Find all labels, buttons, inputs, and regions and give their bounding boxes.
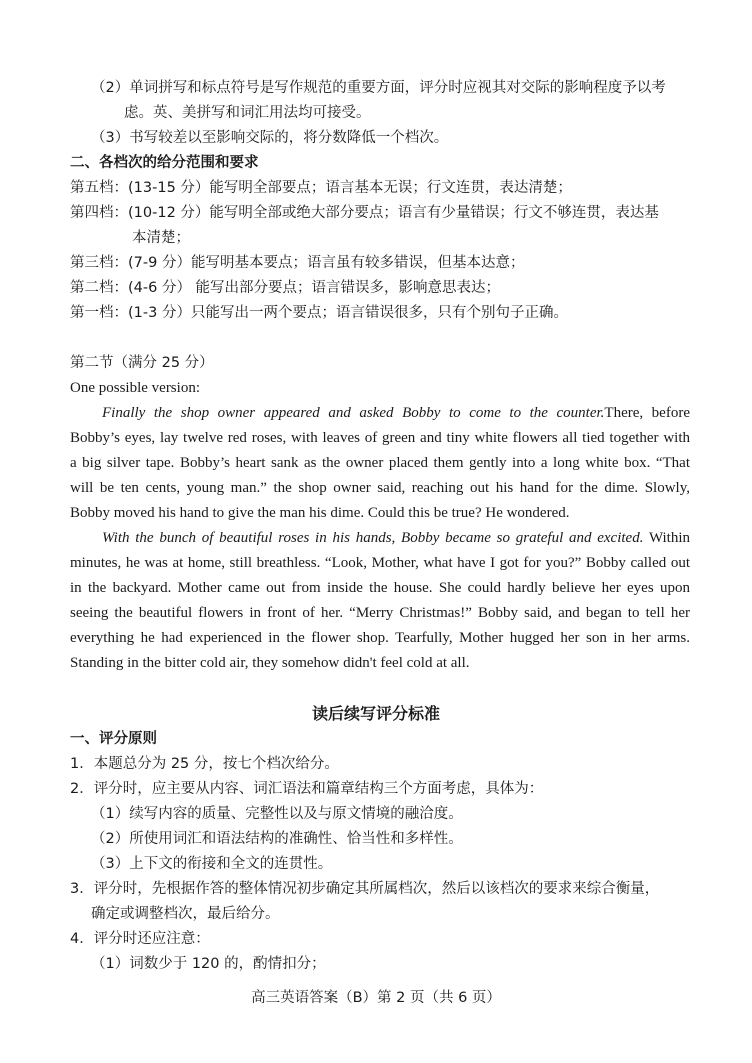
principle-2-item-3: （3）上下文的衔接和全文的连贯性。 [91,856,333,872]
tier-2: 第二档：(4-6 分） 能写出部分要点；语言错误多，影响意思表达； [70,280,501,296]
principle-4-item-1: （1）词数少于 120 的，酌情扣分； [91,956,326,972]
essay-p2-line: everything he had experienced in the flower shop. Tearfully, Mother hugged her son in her arms. [70,630,690,646]
essay-p2-line1 [70,528,690,548]
rubric-item-2-line1: （2）单词拼写和标点符号是写作规范的重要方面，评分时应视其对交际的影响程度予以考 [91,80,666,96]
principle-3-line1: 3．评分时，先根据作答的整体情况初步确定其所属档次，然后以该档次的要求来综合衡量， [70,881,660,897]
essay-p1-given-sentence: Finally the shop owner appeared and asked Bobby to come to the counter. [102,405,605,421]
section-2-title: 第二节（满分 25 分） [70,355,214,371]
page-footer: 高三英语答案（B）第 2 页（共 6 页） [251,990,501,1006]
principle-4: 4．评分时还应注意： [70,931,210,947]
essay-p1-line1 [70,403,690,423]
essay-p2-line: in the backyard. Mother came out from inside the house. She could hardly believe her eyes upon [70,580,690,596]
principle-2: 2．评分时，应主要从内容、词汇语法和篇章结构三个方面考虑，具体为： [70,781,544,797]
principle-2-item-1: （1）续写内容的质量、完整性以及与原文情境的融洽度。 [91,806,463,822]
principles-heading: 一、评分原则 [70,731,157,747]
principle-3-line2: 确定或调整档次，最后给分。 [91,906,280,922]
tier-heading: 二、各档次的给分范围和要求 [70,155,259,171]
principle-2-item-2: （2）所使用词汇和语法结构的准确性、恰当性和多样性。 [91,831,463,847]
essay-p2-first-words: Within [648,530,691,546]
rubric-item-2-line2: 虑。英、美拼写和词汇用法均可接受。 [124,105,371,121]
essay-p2-line: seeing the beautiful flowers in front of her. “Merry Christmas!” Bobby said, and began to tell her [70,605,690,621]
principle-1: 1．本题总分为 25 分，按七个档次给分。 [70,756,339,772]
essay-p1-line: Bobby’s eyes, lay twelve red roses, with leaves of green and tiny white flowers all tied together with [70,430,690,446]
essay-p1-first-words: There, before [604,405,690,421]
tier-4: 第四档：(10-12 分）能写明全部或绝大部分要点；语言有少量错误；行文不够连贯，表达基 [70,205,659,221]
essay-p1-line: Bobby moved his hand to give the man his dime. Could this be true? He wondered. [70,505,570,521]
tier-5: 第五档：(13-15 分）能写明全部要点；语言基本无误；行文连贯，表达清楚； [70,180,572,196]
tier-4-continuation: 本清楚； [132,230,190,246]
tier-1: 第一档：(1-3 分）只能写出一两个要点；语言错误很多，只有个别句子正确。 [70,305,568,321]
essay-p2-given-sentence: With the bunch of beautiful roses in his hands, Bobby became so grateful and excited. [102,530,644,546]
tier-3: 第三档：(7-9 分）能写明基本要点；语言虽有较多错误，但基本达意； [70,255,525,271]
essay-p2-line: Standing in the bitter cold air, they somehow didn't feel cold at all. [70,655,470,671]
rubric-item-3: （3）书写较差以至影响交际的，将分数降低一个档次。 [91,130,449,146]
essay-p1-line: will be ten cents, young man.” the shop owner said, reaching out his hand for the dime. Slowly, [70,480,690,496]
essay-p1-line: a big silver tape. Bobby’s heart sank as the owner placed them gently into a long white box. “That [70,455,690,471]
continuation-rubric-title: 读后续写评分标准 [311,704,440,723]
essay-p2-line: minutes, he was at home, still breathless. “Look, Mother, what have I got for you?” Bobby called out [70,555,690,571]
version-label: One possible version: [70,380,200,396]
